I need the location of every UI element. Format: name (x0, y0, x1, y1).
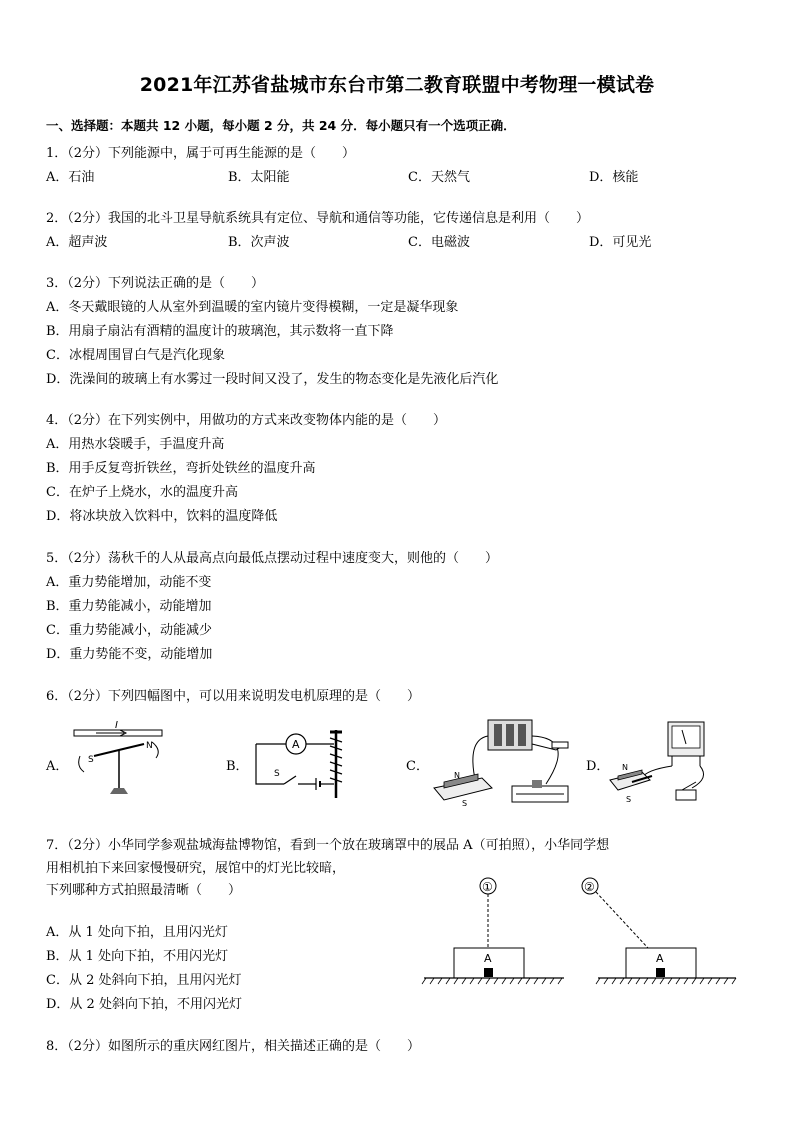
option-a[interactable]: A．用热水袋暖手，手温度升高 (46, 437, 225, 452)
option-d[interactable]: D．可见光 (589, 235, 652, 250)
option-d[interactable]: D．重力势能不变，动能增加 (46, 647, 213, 662)
generator-figure (606, 718, 722, 812)
circuit-figure (248, 724, 352, 800)
s-pole-label: S (88, 755, 94, 765)
option-b[interactable]: B．次声波 (228, 235, 290, 250)
position-2-label: ② (584, 880, 595, 894)
option-c[interactable]: C．从 2 处斜向下拍，且用闪光灯 (46, 973, 242, 988)
option-d[interactable]: D．从 2 处斜向下拍，不用闪光灯 (46, 997, 242, 1012)
option-c[interactable]: C．在炉子上烧水，水的温度升高 (46, 485, 238, 500)
option-b[interactable]: B．太阳能 (228, 170, 290, 185)
question-2-stem: 2．（2分）我国的北斗卫星导航系统具有定位、导航和通信等功能，它传递信息是利用（ ） (46, 211, 590, 226)
option-b[interactable]: B．用扇子扇沾有酒精的温度计的玻璃泡，其示数将一直下降 (46, 324, 394, 339)
option-c[interactable]: C．电磁波 (408, 235, 470, 250)
question-7-stem-line-3: 下列哪种方式拍照最清晰（ ） (46, 883, 242, 898)
option-b[interactable]: B．用手反复弯折铁丝，弯折处铁丝的温度升高 (46, 461, 316, 476)
option-d[interactable]: D．洗澡间的玻璃上有水雾过一段时间又没了，发生的物态变化是先液化后汽化 (46, 372, 499, 387)
motor-n-label: N (454, 771, 460, 780)
option-c[interactable]: C．重力势能减小，动能减少 (46, 623, 212, 638)
option-b[interactable]: B．从 1 处向下拍，不用闪光灯 (46, 949, 229, 964)
motor-s-label: S (462, 799, 468, 808)
question-7-stem-line-2: 用相机拍下来回家慢慢研究，展馆中的灯光比较暗， (46, 861, 346, 876)
option-a[interactable]: A． (46, 759, 69, 774)
question-6-stem: 6．（2分）下列四幅图中，可以用来说明发电机原理的是（ ） (46, 689, 421, 704)
ammeter-label: A (292, 738, 300, 751)
position-1-label: ① (482, 880, 493, 894)
n-pole-label: N (146, 741, 153, 751)
motor-figure (426, 714, 582, 814)
question-3-stem: 3．（2分）下列说法正确的是（ ） (46, 276, 265, 291)
page-title: 2021年江苏省盐城市东台市第二教育联盟中考物理一模试卷 (139, 74, 655, 96)
current-label: I (115, 720, 118, 731)
option-a[interactable]: A．冬天戴眼镜的人从室外到温暖的室内镜片变得模糊，一定是凝华现象 (46, 300, 459, 315)
gen-s-label: S (626, 795, 632, 804)
question-8-stem: 8．（2分）如图所示的重庆网红图片，相关描述正确的是（ ） (46, 1039, 421, 1054)
option-a[interactable]: A．石油 (46, 170, 95, 185)
camera-position-figure (420, 874, 750, 990)
question-4-stem: 4．（2分）在下列实例中，用做功的方式来改变物体内能的是（ ） (46, 413, 447, 428)
option-d[interactable]: D．将冰块放入饮料中，饮料的温度降低 (46, 509, 278, 524)
option-b[interactable]: B． (226, 759, 249, 774)
exhibit-a-label-2: A (656, 952, 664, 965)
option-d[interactable]: D． (586, 759, 610, 774)
oersted-figure (66, 716, 166, 800)
exhibit-a-label-1: A (484, 952, 492, 965)
option-a[interactable]: A．重力势能增加，动能不变 (46, 575, 212, 590)
question-1-stem: 1．（2分）下列能源中，属于可再生能源的是（ ） (46, 146, 356, 161)
question-5-stem: 5．（2分）荡秋千的人从最高点向最低点摆动过程中速度变大，则他的（ ） (46, 551, 499, 566)
switch-label: S (274, 769, 280, 779)
option-c[interactable]: C．冰棍周围冒白气是汽化现象 (46, 348, 225, 363)
section-heading: 一、选择题：本题共 12 小题，每小题 2 分，共 24 分．每小题只有一个选项正确． (46, 118, 516, 133)
gen-n-label: N (622, 763, 628, 772)
option-c[interactable]: C．天然气 (408, 170, 470, 185)
question-7-stem-line-1: 7．（2分）小华同学参观盐城海盐博物馆，看到一个放在玻璃罩中的展品 A（可拍照），小华同学想 (46, 838, 610, 853)
option-a[interactable]: A．超声波 (46, 235, 108, 250)
option-c[interactable]: C． (406, 759, 429, 774)
option-d[interactable]: D．核能 (589, 170, 639, 185)
option-b[interactable]: B．重力势能减小，动能增加 (46, 599, 212, 614)
option-a[interactable]: A．从 1 处向下拍，且用闪光灯 (46, 925, 228, 940)
